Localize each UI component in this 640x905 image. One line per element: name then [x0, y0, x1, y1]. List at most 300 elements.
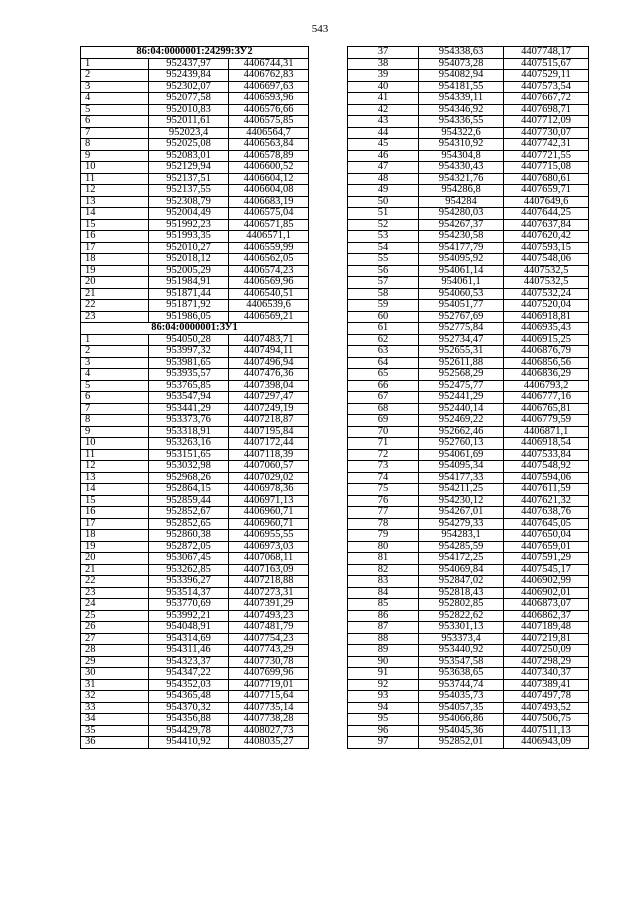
y-coordinate-cell: 4407493,52	[504, 702, 589, 714]
x-coordinate-cell: 954181,55	[419, 81, 504, 93]
x-coordinate-cell: 954073,28	[419, 58, 504, 70]
point-number-cell: 62	[348, 334, 419, 346]
y-coordinate-cell: 4406569,96	[229, 277, 309, 289]
x-coordinate-cell: 954267,37	[419, 219, 504, 231]
x-coordinate-cell: 954051,77	[419, 300, 504, 312]
x-coordinate-cell: 952005,29	[149, 265, 229, 277]
x-coordinate-cell: 954177,79	[419, 242, 504, 254]
table-row	[348, 162, 589, 174]
x-coordinate-cell: 953744,74	[419, 679, 504, 691]
x-coordinate-cell: 953151,65	[149, 449, 229, 461]
table-row	[81, 58, 309, 70]
table-row	[81, 173, 309, 185]
table-row	[348, 185, 589, 197]
point-number-cell: 22	[81, 300, 149, 312]
x-coordinate-cell: 952010,83	[149, 104, 229, 116]
table-row	[348, 415, 589, 427]
y-coordinate-cell: 4407068,11	[229, 553, 309, 565]
x-coordinate-cell: 954339,11	[419, 93, 504, 105]
x-coordinate-cell: 954310,92	[419, 139, 504, 151]
point-number-cell: 15	[81, 219, 149, 231]
table-row	[81, 725, 309, 737]
table-row	[348, 127, 589, 139]
table-row	[81, 70, 309, 82]
point-number-cell: 90	[348, 656, 419, 668]
point-number-cell: 1	[81, 334, 149, 346]
y-coordinate-cell: 4406571,85	[229, 219, 309, 231]
x-coordinate-cell: 954061,69	[419, 449, 504, 461]
x-coordinate-cell: 954286,8	[419, 185, 504, 197]
x-coordinate-cell: 954338,63	[419, 47, 504, 59]
point-number-cell: 68	[348, 403, 419, 415]
table-row	[81, 369, 309, 381]
y-coordinate-cell: 4406918,54	[504, 438, 589, 450]
x-coordinate-cell: 953373,76	[149, 415, 229, 427]
y-coordinate-cell: 4407163,09	[229, 564, 309, 576]
point-number-cell: 47	[348, 162, 419, 174]
y-coordinate-cell: 4407699,96	[229, 668, 309, 680]
y-coordinate-cell: 4406571,1	[229, 231, 309, 243]
y-coordinate-cell: 4406578,89	[229, 150, 309, 162]
point-number-cell: 2	[81, 346, 149, 358]
y-coordinate-cell: 4407659,01	[504, 541, 589, 553]
table-row	[81, 702, 309, 714]
x-coordinate-cell: 953638,65	[419, 668, 504, 680]
x-coordinate-cell: 953032,98	[149, 461, 229, 473]
x-coordinate-cell: 953262,85	[149, 564, 229, 576]
x-coordinate-cell: 952968,26	[149, 472, 229, 484]
y-coordinate-cell: 4407529,11	[504, 70, 589, 82]
table-row	[348, 173, 589, 185]
point-number-cell: 17	[81, 518, 149, 530]
table-row	[348, 231, 589, 243]
x-coordinate-cell: 952859,44	[149, 495, 229, 507]
point-number-cell: 17	[81, 242, 149, 254]
y-coordinate-cell: 4407520,04	[504, 300, 589, 312]
table-row	[348, 300, 589, 312]
table-row	[81, 714, 309, 726]
x-coordinate-cell: 954177,33	[419, 472, 504, 484]
table-row	[348, 622, 589, 634]
x-coordinate-cell: 954352,03	[149, 679, 229, 691]
y-coordinate-cell: 4407532,24	[504, 288, 589, 300]
point-number-cell: 82	[348, 564, 419, 576]
point-number-cell: 58	[348, 288, 419, 300]
y-coordinate-cell: 4407532,5	[504, 265, 589, 277]
x-coordinate-cell: 952439,84	[149, 70, 229, 82]
y-coordinate-cell: 4407645,05	[504, 518, 589, 530]
x-coordinate-cell: 954066,86	[419, 714, 504, 726]
y-coordinate-cell: 4407680,61	[504, 173, 589, 185]
x-coordinate-cell: 951993,35	[149, 231, 229, 243]
y-coordinate-cell: 4407548,92	[504, 461, 589, 473]
x-coordinate-cell: 951992,23	[149, 219, 229, 231]
table-row	[348, 219, 589, 231]
y-coordinate-cell: 4407398,04	[229, 380, 309, 392]
y-coordinate-cell: 4406765,81	[504, 403, 589, 415]
section-header-row	[81, 323, 309, 335]
x-coordinate-cell: 954365,48	[149, 691, 229, 703]
point-number-cell: 18	[81, 254, 149, 266]
table-row	[348, 254, 589, 266]
x-coordinate-cell: 952011,61	[149, 116, 229, 128]
x-coordinate-cell: 952818,43	[419, 587, 504, 599]
x-coordinate-cell: 951984,91	[149, 277, 229, 289]
y-coordinate-cell: 4406697,63	[229, 81, 309, 93]
point-number-cell: 85	[348, 599, 419, 611]
x-coordinate-cell: 952760,13	[419, 438, 504, 450]
table-row	[348, 208, 589, 220]
x-coordinate-cell: 954323,37	[149, 656, 229, 668]
point-number-cell: 27	[81, 633, 149, 645]
table-row	[348, 530, 589, 542]
point-number-cell: 13	[81, 472, 149, 484]
table-row	[81, 541, 309, 553]
x-coordinate-cell: 954230,58	[419, 231, 504, 243]
table-row	[348, 116, 589, 128]
x-coordinate-cell: 953935,57	[149, 369, 229, 381]
point-number-cell: 42	[348, 104, 419, 116]
y-coordinate-cell: 4407738,28	[229, 714, 309, 726]
point-number-cell: 8	[81, 415, 149, 427]
point-number-cell: 10	[81, 162, 149, 174]
table-row	[348, 242, 589, 254]
y-coordinate-cell: 4406960,71	[229, 518, 309, 530]
x-coordinate-cell: 953318,91	[149, 426, 229, 438]
table-row	[81, 231, 309, 243]
x-coordinate-cell: 952611,88	[419, 357, 504, 369]
y-coordinate-cell: 4408027,73	[229, 725, 309, 737]
x-coordinate-cell: 954321,76	[419, 173, 504, 185]
y-coordinate-cell: 4406576,66	[229, 104, 309, 116]
table-row	[348, 691, 589, 703]
point-number-cell: 1	[81, 58, 149, 70]
table-row	[81, 438, 309, 450]
table-row	[348, 645, 589, 657]
point-number-cell: 80	[348, 541, 419, 553]
point-number-cell: 11	[81, 173, 149, 185]
x-coordinate-cell: 952662,46	[419, 426, 504, 438]
table-row	[81, 311, 309, 323]
table-row	[81, 93, 309, 105]
point-number-cell: 45	[348, 139, 419, 151]
table-row	[81, 472, 309, 484]
table-row	[348, 47, 589, 59]
point-number-cell: 89	[348, 645, 419, 657]
y-coordinate-cell: 4407511,13	[504, 725, 589, 737]
point-number-cell: 34	[81, 714, 149, 726]
x-coordinate-cell: 952802,85	[419, 599, 504, 611]
x-coordinate-cell: 952655,31	[419, 346, 504, 358]
y-coordinate-cell: 4406604,12	[229, 173, 309, 185]
point-number-cell: 37	[348, 47, 419, 59]
x-coordinate-cell: 954061,1	[419, 277, 504, 289]
point-number-cell: 39	[348, 70, 419, 82]
table-row	[348, 139, 589, 151]
y-coordinate-cell: 4407533,84	[504, 449, 589, 461]
table-row	[81, 622, 309, 634]
point-number-cell: 91	[348, 668, 419, 680]
x-coordinate-cell: 954279,33	[419, 518, 504, 530]
table-row	[348, 58, 589, 70]
y-coordinate-cell: 4407297,47	[229, 392, 309, 404]
table-row	[81, 518, 309, 530]
x-coordinate-cell: 954429,78	[149, 725, 229, 737]
y-coordinate-cell: 4406777,16	[504, 392, 589, 404]
x-coordinate-cell: 954311,46	[149, 645, 229, 657]
y-coordinate-cell: 4406604,08	[229, 185, 309, 197]
section-title: 86:04:0000001:ЗУ1	[81, 323, 309, 335]
y-coordinate-cell: 4407638,76	[504, 507, 589, 519]
point-number-cell: 41	[348, 93, 419, 105]
x-coordinate-cell: 952847,02	[419, 576, 504, 588]
y-coordinate-cell: 4406943,09	[504, 737, 589, 749]
x-coordinate-cell: 952137,55	[149, 185, 229, 197]
point-number-cell: 60	[348, 311, 419, 323]
table-row	[348, 737, 589, 749]
point-number-cell: 86	[348, 610, 419, 622]
x-coordinate-cell: 952822,62	[419, 610, 504, 622]
point-number-cell: 38	[348, 58, 419, 70]
x-coordinate-cell: 952437,97	[149, 58, 229, 70]
table-row	[81, 599, 309, 611]
table-row	[81, 185, 309, 197]
x-coordinate-cell: 954172,25	[419, 553, 504, 565]
point-number-cell: 46	[348, 150, 419, 162]
x-coordinate-cell: 954304,8	[419, 150, 504, 162]
table-row	[81, 691, 309, 703]
point-number-cell: 35	[81, 725, 149, 737]
table-row	[348, 311, 589, 323]
y-coordinate-cell: 4406600,52	[229, 162, 309, 174]
y-coordinate-cell: 4407340,37	[504, 668, 589, 680]
table-row	[348, 81, 589, 93]
point-number-cell: 69	[348, 415, 419, 427]
table-row	[81, 162, 309, 174]
y-coordinate-cell: 4407667,72	[504, 93, 589, 105]
table-row	[348, 392, 589, 404]
point-number-cell: 21	[81, 564, 149, 576]
y-coordinate-cell: 4406575,85	[229, 116, 309, 128]
y-coordinate-cell: 4407735,14	[229, 702, 309, 714]
point-number-cell: 5	[81, 380, 149, 392]
x-coordinate-cell: 952872,05	[149, 541, 229, 553]
x-coordinate-cell: 951986,05	[149, 311, 229, 323]
y-coordinate-cell: 4407748,17	[504, 47, 589, 59]
y-coordinate-cell: 4406593,96	[229, 93, 309, 105]
table-row	[81, 564, 309, 576]
point-number-cell: 8	[81, 139, 149, 151]
y-coordinate-cell: 4406562,05	[229, 254, 309, 266]
y-coordinate-cell: 4406744,31	[229, 58, 309, 70]
x-coordinate-cell: 952852,65	[149, 518, 229, 530]
y-coordinate-cell: 4407593,15	[504, 242, 589, 254]
y-coordinate-cell: 4407754,23	[229, 633, 309, 645]
point-number-cell: 23	[81, 587, 149, 599]
point-number-cell: 3	[81, 357, 149, 369]
table-row	[348, 518, 589, 530]
table-row	[81, 679, 309, 691]
y-coordinate-cell: 4406575,04	[229, 208, 309, 220]
table-row	[81, 403, 309, 415]
table-row	[348, 438, 589, 450]
point-number-cell: 9	[81, 426, 149, 438]
y-coordinate-cell: 4407594,06	[504, 472, 589, 484]
y-coordinate-cell: 4407715,64	[229, 691, 309, 703]
x-coordinate-cell: 953514,37	[149, 587, 229, 599]
x-coordinate-cell: 952129,94	[149, 162, 229, 174]
y-coordinate-cell: 4407712,09	[504, 116, 589, 128]
x-coordinate-cell: 953441,29	[149, 403, 229, 415]
y-coordinate-cell: 4406871,1	[504, 426, 589, 438]
y-coordinate-cell: 4406564,7	[229, 127, 309, 139]
x-coordinate-cell: 952440,14	[419, 403, 504, 415]
point-number-cell: 2	[81, 70, 149, 82]
table-row	[81, 426, 309, 438]
table-row	[81, 449, 309, 461]
table-row	[81, 737, 309, 749]
point-number-cell: 32	[81, 691, 149, 703]
point-number-cell: 10	[81, 438, 149, 450]
table-row	[348, 553, 589, 565]
x-coordinate-cell: 952852,01	[419, 737, 504, 749]
x-coordinate-cell: 953396,27	[149, 576, 229, 588]
y-coordinate-cell: 4406873,07	[504, 599, 589, 611]
point-number-cell: 4	[81, 93, 149, 105]
table-row	[348, 403, 589, 415]
x-coordinate-cell: 953770,69	[149, 599, 229, 611]
table-row	[348, 150, 589, 162]
x-coordinate-cell: 954322,6	[419, 127, 504, 139]
y-coordinate-cell: 4406902,01	[504, 587, 589, 599]
x-coordinate-cell: 954095,34	[419, 461, 504, 473]
point-number-cell: 77	[348, 507, 419, 519]
x-coordinate-cell: 954045,36	[419, 725, 504, 737]
y-coordinate-cell: 4407637,84	[504, 219, 589, 231]
x-coordinate-cell: 952441,29	[419, 392, 504, 404]
x-coordinate-cell: 952302,07	[149, 81, 229, 93]
point-number-cell: 20	[81, 553, 149, 565]
point-number-cell: 30	[81, 668, 149, 680]
table-row	[81, 219, 309, 231]
point-number-cell: 51	[348, 208, 419, 220]
table-row	[81, 288, 309, 300]
table-row	[81, 484, 309, 496]
point-number-cell: 25	[81, 610, 149, 622]
point-number-cell: 59	[348, 300, 419, 312]
point-number-cell: 55	[348, 254, 419, 266]
point-number-cell: 67	[348, 392, 419, 404]
table-row	[348, 380, 589, 392]
point-number-cell: 40	[348, 81, 419, 93]
y-coordinate-cell: 4407650,04	[504, 530, 589, 542]
y-coordinate-cell: 4407644,25	[504, 208, 589, 220]
table-row	[348, 288, 589, 300]
y-coordinate-cell: 4407719,01	[229, 679, 309, 691]
x-coordinate-cell: 954285,59	[419, 541, 504, 553]
point-number-cell: 71	[348, 438, 419, 450]
point-number-cell: 15	[81, 495, 149, 507]
y-coordinate-cell: 4407730,07	[504, 127, 589, 139]
right-coordinates-table	[347, 46, 589, 749]
x-coordinate-cell: 953301,13	[419, 622, 504, 634]
x-coordinate-cell: 952864,15	[149, 484, 229, 496]
point-number-cell: 29	[81, 656, 149, 668]
y-coordinate-cell: 4407611,59	[504, 484, 589, 496]
y-coordinate-cell: 4407730,78	[229, 656, 309, 668]
point-number-cell: 95	[348, 714, 419, 726]
y-coordinate-cell: 4406836,29	[504, 369, 589, 381]
left-coordinates-table	[80, 46, 309, 749]
x-coordinate-cell: 952469,22	[419, 415, 504, 427]
x-coordinate-cell: 953547,94	[149, 392, 229, 404]
y-coordinate-cell: 4407620,42	[504, 231, 589, 243]
point-number-cell: 94	[348, 702, 419, 714]
y-coordinate-cell: 4407195,84	[229, 426, 309, 438]
point-number-cell: 61	[348, 323, 419, 335]
point-number-cell: 9	[81, 150, 149, 162]
table-row	[81, 587, 309, 599]
point-number-cell: 13	[81, 196, 149, 208]
y-coordinate-cell: 4407743,29	[229, 645, 309, 657]
x-coordinate-cell: 951871,44	[149, 288, 229, 300]
y-coordinate-cell: 4406762,83	[229, 70, 309, 82]
x-coordinate-cell: 953440,92	[419, 645, 504, 657]
y-coordinate-cell: 4407060,57	[229, 461, 309, 473]
table-row	[81, 127, 309, 139]
table-row	[81, 196, 309, 208]
y-coordinate-cell: 4406978,36	[229, 484, 309, 496]
x-coordinate-cell: 952010,27	[149, 242, 229, 254]
table-row	[348, 357, 589, 369]
y-coordinate-cell: 4407742,31	[504, 139, 589, 151]
table-row	[348, 599, 589, 611]
table-row	[348, 461, 589, 473]
y-coordinate-cell: 4406779,59	[504, 415, 589, 427]
point-number-cell: 81	[348, 553, 419, 565]
y-coordinate-cell: 4407389,41	[504, 679, 589, 691]
y-coordinate-cell: 4407548,06	[504, 254, 589, 266]
x-coordinate-cell: 952734,47	[419, 334, 504, 346]
y-coordinate-cell: 4406683,19	[229, 196, 309, 208]
point-number-cell: 5	[81, 104, 149, 116]
x-coordinate-cell: 954230,12	[419, 495, 504, 507]
point-number-cell: 11	[81, 449, 149, 461]
y-coordinate-cell: 4406559,99	[229, 242, 309, 254]
section-title: 86:04:0000001:24299:ЗУ2	[81, 47, 309, 59]
x-coordinate-cell: 954057,35	[419, 702, 504, 714]
x-coordinate-cell: 952775,84	[419, 323, 504, 335]
point-number-cell: 3	[81, 81, 149, 93]
x-coordinate-cell: 954061,14	[419, 265, 504, 277]
table-row	[81, 415, 309, 427]
point-number-cell: 16	[81, 507, 149, 519]
point-number-cell: 6	[81, 116, 149, 128]
x-coordinate-cell: 952018,12	[149, 254, 229, 266]
point-number-cell: 4	[81, 369, 149, 381]
y-coordinate-cell: 4407218,88	[229, 576, 309, 588]
point-number-cell: 49	[348, 185, 419, 197]
x-coordinate-cell: 953547,58	[419, 656, 504, 668]
point-number-cell: 24	[81, 599, 149, 611]
table-row	[348, 484, 589, 496]
table-row	[348, 495, 589, 507]
table-row	[348, 564, 589, 576]
y-coordinate-cell: 4406960,71	[229, 507, 309, 519]
point-number-cell: 26	[81, 622, 149, 634]
point-number-cell: 36	[81, 737, 149, 749]
x-coordinate-cell: 954410,92	[149, 737, 229, 749]
